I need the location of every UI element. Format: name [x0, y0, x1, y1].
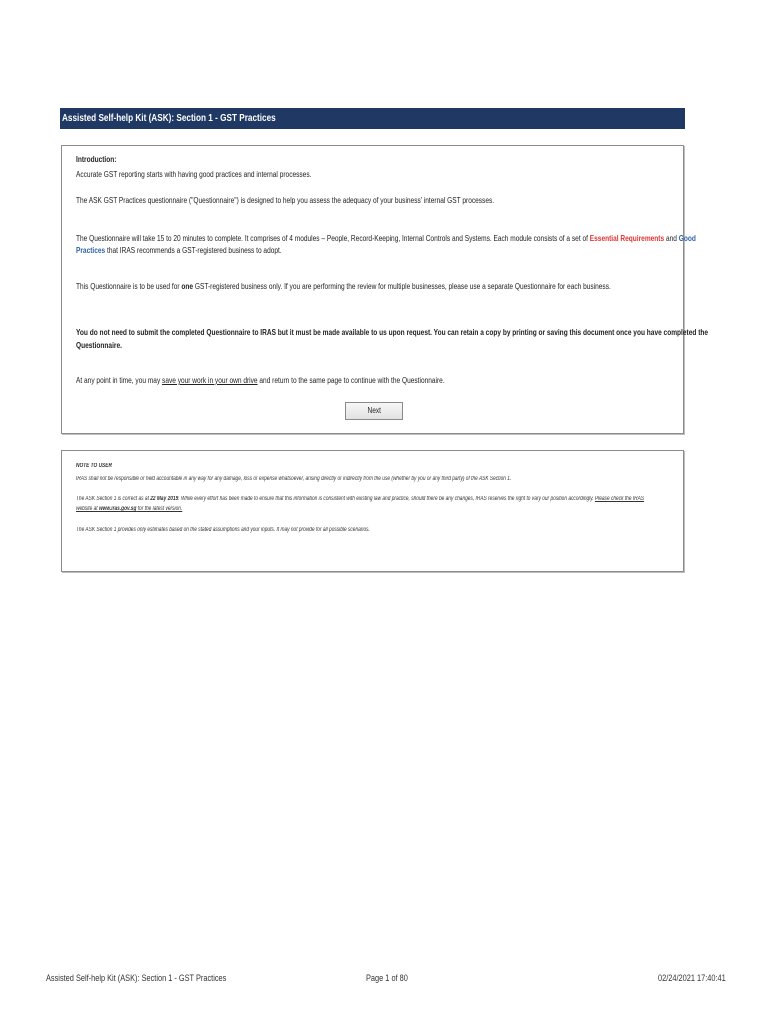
intro-paragraph-6 — [76, 376, 445, 386]
good-label: Good — [678, 234, 696, 243]
note-line-4: The ASK Section 1 provides only estimates based on the stated assumptions and your inputs. It may not provide for all possible scenarios. — [76, 527, 370, 533]
introduction-panel — [61, 145, 709, 434]
intro-paragraph-2: The ASK GST Practices questionnaire ("Questionnaire") is designed to help you assess the adequacy of your business' internal GST processes. — [76, 196, 495, 205]
intro-paragraph-3-line-1 — [76, 234, 696, 244]
next-button-label: Next — [367, 406, 381, 415]
text-segment: . While every effort has been made to ensure that this information is consistent with existing law and practice, should there be any changes, IRAS reserves the right to vary our position accordingly. — [178, 496, 595, 502]
save-work-link[interactable]: save your work in your own drive — [162, 376, 258, 385]
note-heading: NOTE TO USER — [76, 463, 112, 469]
text-segment: The ASK Section 1 is correct as at — [76, 496, 151, 502]
intro-paragraph-3-line-2 — [76, 246, 282, 256]
intro-paragraph-5-line-2: Questionnaire. — [76, 341, 122, 350]
practices-label: Practices — [76, 246, 106, 255]
note-line-1: IRAS shall not be responsible or held accountable in any way for any damage, loss or expense whatsoever, arising directly or indirectly from the use (whether by you or any third party) of the ASK Section 1. — [76, 476, 512, 482]
note-line-2 — [76, 495, 644, 503]
text-segment: and return to the same page to continue with the Questionnaire. — [257, 376, 445, 385]
note-date: 22 May 2019 — [150, 496, 179, 502]
page-title: Assisted Self-help Kit (ASK): Section 1 - GST Practices — [62, 113, 276, 124]
note-line-3 — [76, 505, 182, 513]
intro-paragraph-1: Accurate GST reporting starts with having good practices and internal processes. — [76, 170, 312, 179]
footer-page-number: Page 1 of 80 — [366, 973, 408, 983]
emphasis-one: one — [181, 282, 194, 291]
iras-website-link[interactable]: www.iras.gov.sg — [98, 506, 137, 512]
intro-heading: Introduction: — [76, 155, 117, 164]
text-segment: GST-registered business only. If you are performing the review for multiple businesses, please use a separate Questionnaire for each business. — [193, 282, 611, 291]
text-segment: At any point in time, you may — [76, 376, 163, 385]
intro-paragraph-5-line-1: You do not need to submit the completed Questionnaire to IRAS but it must be made available to us upon request. You can retain a copy by printing or saving this document once you have completed the — [76, 328, 709, 337]
text-segment: that IRAS recommends a GST-registered business to adopt. — [105, 246, 282, 255]
iras-website-link-prefix[interactable]: website at — [76, 506, 99, 512]
text-segment: The Questionnaire will take 15 to 20 minutes to complete. It comprises of 4 modules – People, Record-Keeping, Internal Controls and Systems. Each module consists of a set of — [76, 234, 590, 243]
page-title-bar — [60, 108, 685, 129]
text-segment: This Questionnaire is to be used for — [76, 282, 182, 291]
essential-requirements-label: Essential Requirements — [589, 234, 665, 243]
iras-check-link[interactable]: Please check the IRAS — [594, 496, 645, 502]
text-segment: and — [664, 234, 679, 243]
footer-left-title: Assisted Self-help Kit (ASK): Section 1 - GST Practices — [46, 973, 227, 983]
note-to-user-panel — [61, 450, 684, 572]
next-button[interactable] — [345, 402, 403, 420]
intro-paragraph-4 — [76, 282, 611, 292]
footer-timestamp: 02/24/2021 17:40:41 — [658, 973, 726, 983]
iras-website-link-suffix[interactable]: for the latest version. — [136, 506, 183, 512]
